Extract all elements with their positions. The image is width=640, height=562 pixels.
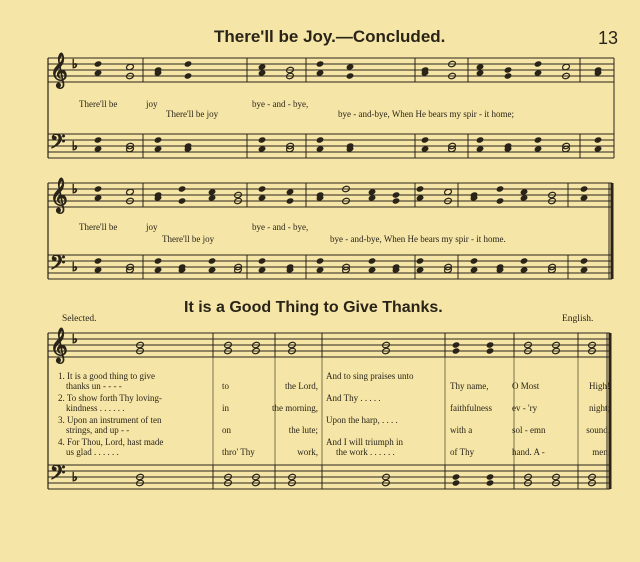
bass-clef: 𝄢	[50, 251, 66, 279]
treble-clef: 𝄞	[50, 328, 68, 363]
verse-3-c2: on	[222, 425, 231, 435]
verse-4-c1: 4. For Thou, Lord, hast made	[58, 437, 164, 447]
treble-clef: 𝄞	[50, 53, 68, 88]
note-head	[534, 60, 543, 67]
verse-1-c2: to	[222, 381, 230, 391]
verse-4-c7: men.	[592, 447, 610, 457]
verse-4-c5: of Thy	[450, 447, 475, 457]
note-head	[486, 347, 495, 354]
page-number: 13	[598, 28, 619, 48]
note-head	[452, 479, 461, 486]
verse-4-c1b: us glad . . . . . .	[66, 447, 119, 457]
note-head	[486, 341, 495, 348]
note-head	[258, 136, 267, 143]
note-head	[496, 185, 505, 192]
verse-4-c6: hand. A -	[512, 447, 545, 457]
note-head	[94, 136, 103, 143]
verse-1-c1b: thanks un - - - -	[66, 381, 122, 391]
verse-1-c7: High!	[589, 381, 610, 391]
verse-4-c4b: the work . . . . . .	[336, 447, 395, 457]
note-head	[154, 136, 163, 143]
verse-4-c4: And I will triumph in	[326, 437, 403, 447]
verse-3-c6: sol - emn	[512, 425, 546, 435]
note-head	[416, 185, 425, 192]
note-head	[368, 257, 377, 264]
verse-2-c2: in	[222, 403, 230, 413]
note-head	[470, 257, 479, 264]
flat-sign: ♭	[72, 57, 78, 71]
note-head	[316, 136, 325, 143]
verse-1-c4: And to sing praises unto	[326, 371, 414, 381]
note-head	[316, 60, 325, 67]
note-head	[504, 72, 513, 79]
note-head	[496, 197, 505, 204]
note-head	[258, 185, 267, 192]
lyric-s2-a: There'll be	[79, 222, 118, 232]
verse-2-c5: faithfulness	[450, 403, 492, 413]
verse-2-c1b: kindness . . . . . .	[66, 403, 125, 413]
verse-1-c1: 1. It is a good thing to give	[58, 371, 155, 381]
lyric-s1-b: joy	[146, 99, 158, 109]
note-head	[178, 197, 187, 204]
flat-sign: ♭	[72, 182, 78, 196]
lyric-s2-d: bye - and - bye,	[252, 222, 309, 232]
note-head	[580, 257, 589, 264]
left-credit: Selected.	[62, 314, 97, 324]
song2-title: It is a Good Thing to Give Thanks.	[184, 299, 443, 316]
note-head	[452, 473, 461, 480]
lyric-s2-e: bye - and-bye, When He bears my spir - it home.	[330, 234, 506, 244]
note-head	[520, 257, 529, 264]
verse-3-c1b: strings, and up - -	[66, 425, 130, 435]
note-head	[184, 72, 193, 79]
note-head	[486, 473, 495, 480]
verse-3-c5: with a	[450, 425, 473, 435]
verse-3-c1: 3. Upon an instrument of ten	[58, 415, 162, 425]
verse-3-c4: Upon the harp, . . . .	[326, 415, 398, 425]
note-head	[316, 257, 325, 264]
verse-2-c7: night;	[588, 403, 610, 413]
note-head	[416, 257, 425, 264]
verse-3-c7: sound.	[586, 425, 610, 435]
flat-sign: ♭	[72, 332, 78, 346]
note-head	[504, 66, 513, 73]
note-head	[486, 479, 495, 486]
flat-sign: ♭	[72, 470, 78, 484]
lyric-s1-a: There'll be	[79, 99, 118, 109]
lyric-s1-d: bye - and - bye,	[252, 99, 309, 109]
note-head	[346, 72, 355, 79]
verse-4-c2: thro' Thy	[222, 447, 255, 457]
note-head	[534, 136, 543, 143]
verse-1-c3: the Lord,	[285, 381, 318, 391]
verse-2-c3: the morning,	[272, 403, 318, 413]
note-head	[178, 185, 187, 192]
lyric-s1-e: bye - and-bye, When He bears my spir - it home;	[338, 109, 515, 119]
lyric-s1-c: There'll be joy	[166, 109, 219, 119]
verse-2-c6: ev - 'ry	[512, 403, 538, 413]
note-head	[94, 60, 103, 67]
note-head	[94, 185, 103, 192]
note-head	[594, 136, 603, 143]
note-head	[286, 197, 295, 204]
verse-1-c5: Thy name,	[450, 381, 489, 391]
note-head	[94, 257, 103, 264]
note-head	[154, 257, 163, 264]
note-head	[452, 341, 461, 348]
note-head	[476, 136, 485, 143]
verse-1-c6: O Most	[512, 381, 540, 391]
flat-sign: ♭	[72, 260, 78, 274]
note-head	[392, 191, 401, 198]
note-head	[208, 257, 217, 264]
note-head	[392, 197, 401, 204]
verse-2-c1: 2. To show forth Thy loving-	[58, 393, 163, 403]
lyric-s2-c: There'll be joy	[162, 234, 215, 244]
bass-clef: 𝄢	[50, 130, 66, 158]
song1-title: There'll be Joy.—Concluded.	[214, 27, 446, 46]
right-credit: English.	[562, 314, 594, 324]
note-head	[580, 185, 589, 192]
note-head	[421, 136, 430, 143]
verse-4-c3: work,	[297, 447, 318, 457]
lyric-s2-b: joy	[146, 222, 158, 232]
flat-sign: ♭	[72, 139, 78, 153]
note-head	[452, 347, 461, 354]
verse-2-c4: And Thy . . . . .	[326, 393, 381, 403]
bass-clef: 𝄢	[50, 461, 66, 489]
verse-3-c3: the lute;	[288, 425, 318, 435]
note-head	[184, 60, 193, 67]
note-head	[258, 257, 267, 264]
treble-clef: 𝄞	[50, 178, 68, 213]
